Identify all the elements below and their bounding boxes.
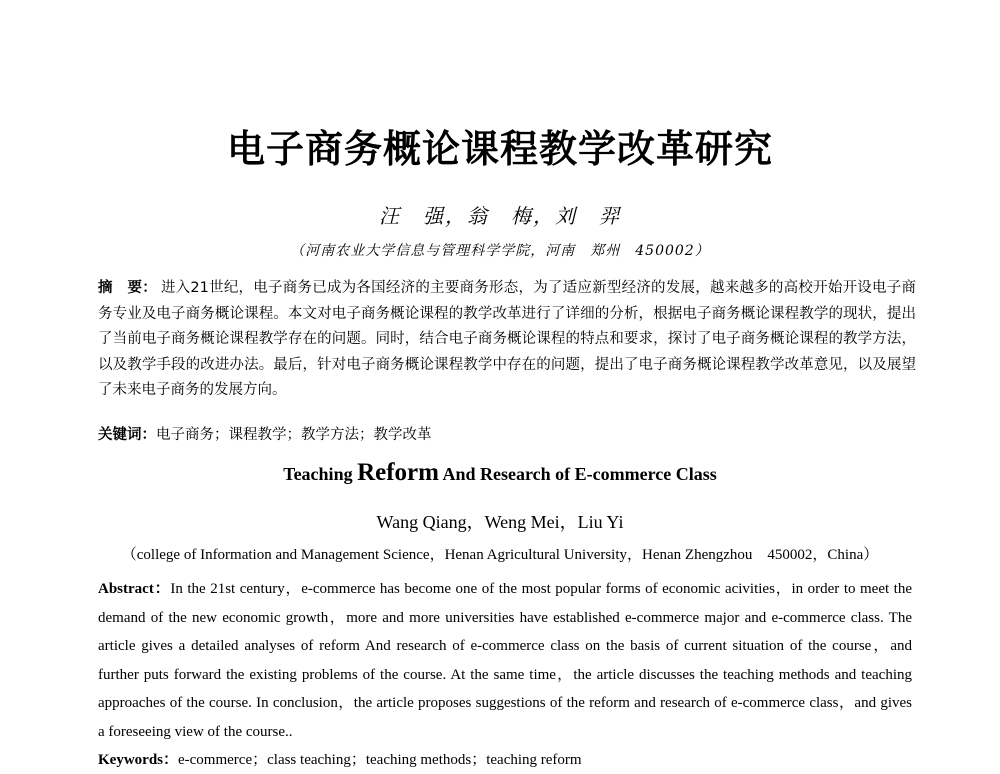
english-abstract xyxy=(98,575,912,747)
chinese-keywords xyxy=(98,423,916,447)
english-title-part1: Teaching xyxy=(283,464,358,484)
english-abstract-label: Abstract： xyxy=(98,581,171,597)
english-keywords xyxy=(98,746,912,774)
english-affiliation: （college of Information and Management Science，Henan Agricultural University，Henan Zhengzhou 450002，China） xyxy=(121,547,879,563)
english-title xyxy=(0,459,1000,487)
chinese-authors: 汪 强，翁 梅，刘 羿 xyxy=(379,204,621,228)
english-keywords-label: Keywords： xyxy=(98,752,178,768)
english-abstract-text: In the 21st century，e-commerce has become one of the most popular forms of economic acivities，in order to meet the demand of the new economic growth，more and more universities have established e-commerce major and e-commerce class. The article gives a detailed analyses of reform And research of e-commerce class on the basis of current situation of the course，and further puts forward the existing problems of the course. At the same time，the article discusses the teaching methods and teaching approaches of the course. In conclusion，the article proposes suggestions of the reform and research of e-commerce class，and gives a foreseeing view of the course.. xyxy=(98,581,912,740)
chinese-title: 电子商务概论课程教学改革研究 xyxy=(226,127,773,171)
english-keywords-text: e-commerce；class teaching；teaching methods；teaching reform xyxy=(178,752,582,768)
chinese-keywords-label: 关键词： xyxy=(98,427,156,443)
chinese-abstract xyxy=(98,276,916,404)
english-title-part2: And Research of E-commerce Class xyxy=(438,464,717,484)
chinese-abstract-text: 进入21世纪，电子商务已成为各国经济的主要商务形态，为了适应新型经济的发展，越来越多的高校开始开设电子商务专业及电子商务概论课程。本文对电子商务概论课程的教学改革进行了详细的分析，根据电子商务概论课程教学的现状，提出了当前电子商务概论课程教学存在的问题。同时，结合电子商务概论课程的特点和要求，探讨了电子商务概论课程的教学方法，以及教学手段的改进办法。最后，针对电子商务概论课程教学中存在的问题，提出了电子商务概论课程教学改革意见，以及展望了未来电子商务的发展方向。 xyxy=(98,280,917,398)
chinese-keywords-text: 电子商务；课程教学；教学方法；教学改革 xyxy=(156,427,432,443)
english-authors: Wang Qiang，Weng Mei，Liu Yi xyxy=(376,512,624,532)
chinese-abstract-label: 摘 要： xyxy=(98,280,157,296)
english-title-emphasis: Reform xyxy=(357,459,439,486)
chinese-affiliation: （河南农业大学信息与管理科学学院，河南 郑州 450002） xyxy=(290,243,710,259)
